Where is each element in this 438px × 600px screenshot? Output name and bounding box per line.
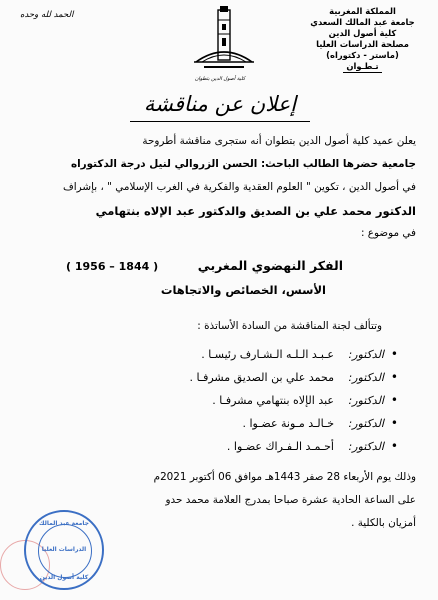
supervisors-line: الدكتور محمد علي بن الصديق والدكتور عبد الإلاه بنتهامي bbox=[95, 204, 416, 218]
body-line-3: في أصول الدين ، تكوين " العلوم العقدية والفكرية في الغرب الإسلامي " ، بإشراف bbox=[63, 181, 416, 193]
bullet-icon: • bbox=[390, 416, 398, 430]
bullet-icon: • bbox=[390, 393, 398, 407]
member-role: الدكتور: bbox=[348, 417, 384, 430]
thesis-subtitle: الأسس، الخصائص والاتجاهات bbox=[160, 283, 326, 297]
stamp-middle-text: الدراسات العليا bbox=[41, 546, 87, 553]
member-name: عبد الإلاه بنتهامي مشرفـا . bbox=[212, 394, 334, 407]
member-name: أحـمـد الـفـراك عضـوا . bbox=[226, 440, 334, 453]
thesis-title: الفكر النهضوي المغربي bbox=[197, 258, 343, 273]
topic-intro: في موضوع : bbox=[360, 227, 416, 239]
header-line-university: جامعة عبد المالك السعدي bbox=[310, 17, 415, 27]
member-name: عـبـد الـلـه الـشـارف رئيسـا . bbox=[201, 348, 334, 361]
closing-line-2: على الساعة الحادية عشرة صباحا بمدرج العلامة محمد حدو bbox=[165, 494, 416, 506]
committee-intro: وتتألف لجنة المناقشة من السادة الأساتذة : bbox=[197, 320, 382, 332]
title-underline bbox=[130, 121, 310, 122]
bullet-icon: • bbox=[390, 347, 398, 361]
header-line-city: تـطـوان bbox=[343, 61, 381, 73]
committee-member-row bbox=[98, 439, 398, 453]
committee-member-row bbox=[98, 370, 398, 384]
member-role: الدكتور: bbox=[348, 440, 384, 453]
announcement-title: إعلان عن مناقشة bbox=[143, 92, 297, 116]
member-name: خـالـد مـونة عضـوا . bbox=[242, 417, 334, 430]
official-stamp bbox=[24, 510, 104, 590]
header-line-department: مصلحة الدراسات العليا bbox=[316, 39, 409, 49]
closing-line-3: أمزيان بالكلية . bbox=[351, 517, 416, 529]
stamp-bottom-text: كلية أصول الدين bbox=[39, 574, 89, 581]
committee-member-row bbox=[98, 393, 398, 407]
member-role: الدكتور: bbox=[348, 371, 384, 384]
closing-line-1: وذلك يوم الأربعاء 28 صفر 1443هـ موافق 06 أكتوبر 2021م bbox=[153, 471, 416, 483]
member-role: الدكتور: bbox=[348, 394, 384, 407]
body-line-1: يعلن عميد كلية أصول الدين بتطوان أنه ستجرى مناقشة أطروحة bbox=[142, 135, 416, 147]
stamp-top-text: جامعة عبد المالك bbox=[39, 520, 89, 527]
basmala-text: الحمد لله وحده bbox=[20, 10, 74, 20]
committee-member-row bbox=[98, 416, 398, 430]
body-line-2: جامعية حضرها الطالب الباحث: الحسن الزروالي لنيل درجة الدكتوراه bbox=[70, 158, 416, 170]
header-line-programs: (ماستر - دكتوراه) bbox=[326, 50, 399, 60]
member-name: محمد علي بن الصديق مشرفـا . bbox=[189, 371, 334, 384]
logo-caption: كلية أصول الدين بتطوان bbox=[194, 76, 246, 82]
committee-member-row bbox=[98, 347, 398, 361]
member-role: الدكتور: bbox=[348, 348, 384, 361]
institution-header bbox=[295, 6, 430, 73]
bullet-icon: • bbox=[390, 439, 398, 453]
bullet-icon: • bbox=[390, 370, 398, 384]
faculty-logo bbox=[176, 6, 272, 78]
thesis-years: ( 1956 – 1844 ) bbox=[66, 260, 159, 273]
header-line-kingdom: المملكة المغربية bbox=[329, 6, 396, 16]
header-line-faculty: كلية أصول الدين bbox=[328, 28, 397, 38]
